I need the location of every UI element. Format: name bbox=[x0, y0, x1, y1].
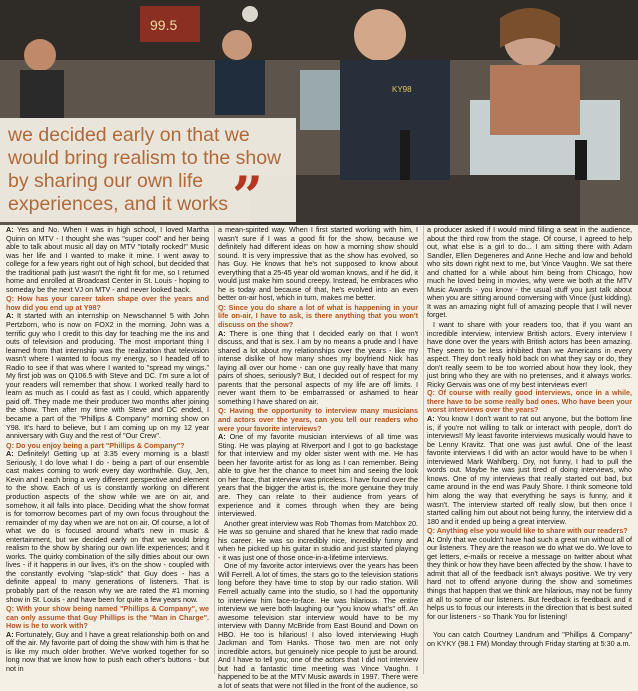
answer-text: There is one thing that I decided early on that I won't discuss, and that is sex. I am by no means a prude and I have shared a lot about my relationships over the years - like my intense dislike of how many shoes my boyfriend Nick has laying all over our home - can one guy really have that many pairs of shoes, seriously? But, I decided out of respect for my parents that the personal aspects of my life are off limits. I never want them to be embarrassed or ashamed to hear something I have shared on air. bbox=[218, 328, 418, 406]
question-text: How has your career taken shape over the years and how did you end up at Y98? bbox=[6, 294, 210, 312]
question-text: Do you enjoy being a part "Phillips & Company"? bbox=[15, 440, 185, 450]
question bbox=[427, 389, 632, 415]
article-column-1 bbox=[6, 226, 209, 676]
answer-label: A: bbox=[218, 328, 226, 338]
answer-label: A: bbox=[427, 534, 435, 544]
paragraph: Another great interview was Rob Thomas from Matchbox 20. He was so genuine and shared that he knew that radio made his career. He was so incredibly nice, incredibly funny and when he picked up his guitar in studio and just started playing - it was just one of those once-in-a-lifetime interviews. bbox=[218, 518, 418, 562]
question-label: Q: bbox=[6, 604, 14, 614]
paragraph: I want to share with your readers too, that if you want an incredible interview, interview British actors. Every interview I have done over the years with British actors has been amazing. They seem to be less inhibited than we Americans in every aspect. They don't really hold back on what they say or do, they don't really seem to be too worried about how they look, they just bring who they are with no pretenses, and it always works. Ricky Gervais was one of my best interviews ever! bbox=[427, 320, 632, 389]
question-label: Q: bbox=[427, 526, 435, 536]
answer-text: Only that we couldn't have had such a great run without all of our listeners. They are the reason we do what we do. We love to get letters, e-mails or receive a message on twitter about what they think or how they have been affected by the show. I have to admit that all of the feedback isn't always positive. We try very hard not to offend anyone during the show and sometimes things that happen that we think are hilarious, may not be funny at all to some of our listeners. But feedback is feedback and it helps us to focus our interests in the direction that is best suited for our listeners - so Thank You for listening! bbox=[427, 534, 632, 621]
answer-text: Fortunately, Guy and I have a great relationship both on and off the air. My favorite part of doing the show with him is that he is like my much older brother. We've worked together for so long now that we know how to push each other's buttons - but not in bbox=[6, 629, 210, 673]
question bbox=[218, 304, 418, 330]
answer bbox=[6, 450, 209, 604]
answer bbox=[6, 312, 209, 440]
answer-label: A: bbox=[6, 629, 14, 639]
paragraph: One of my favorite actor interviews over the years has been Will Ferrell. A lot of times, the stars go to the television stations long before they have time to stop by our radio station. Will Ferrell actually came into the studio, so I had the opportunity to interview him face-to-face. He was hilarious. The entire interview we were both laughing our "you know what's" off. An awesome television star interview would have to be my interview with Danny McBride from East Bound and Down on HBO. He too is hilarious! I also loved interviewing Hugh Jackman and Tom Hanks. Those two men are not only incredible actors, but genuinely nice people to just be around. And I have to tell you; one of the actors that I did not interview but had a fantastic time meeting was Vince Vaughn. I happened to be at the MTV Music awards in 1997. There were a lot of seats that were not filled in the front of the audience, so bbox=[218, 561, 418, 690]
answer-label: A: bbox=[6, 449, 14, 459]
answer-label: A: bbox=[427, 414, 435, 424]
paragraph: a producer asked if I would mind filling a seat in the audience, about the third row from the stage. Of course, I agreed to help out, what else is a girl to do... I am sitting there with Adam Sandler, Ellen Degeneres and Anne Heche and low and behold who sits down right next to me, but Vince Vaughn. We sat there and chatted for a while about him being from Chicago, how much he loved being in movies, why were we both at the MTV Music Awards - you know - the usual stuff you just talk about when you are sitting around conversing with Vince (just kidding). It was an amazing night full of amazing people that I will never forget. bbox=[427, 225, 632, 320]
answer bbox=[218, 330, 418, 407]
answer-label: A: bbox=[218, 432, 226, 442]
pull-quote bbox=[0, 118, 296, 228]
answer bbox=[218, 433, 418, 518]
question-label: Q: bbox=[218, 302, 226, 312]
question-text: Having the opportunity to interview many musicians and actors over the years, can you tell our readers who were your favorite interviews? bbox=[218, 406, 418, 433]
answer-text: Yes and No. When I was in high school, I loved Martha Quinn on MTV - I thought she was "super cool" and her being able to talk about music all day on MTV "totally rocked!" Music was her life and I wanted to make it mine. I went away to college for a few years right out of high school, but decided that the traditional path just wasn't the right fit for me, so I returned home and enrolled at Broadcast Center in St. Louis - hoping to someday be the next VJ on MTV - and never looked back. bbox=[6, 225, 209, 294]
answer-label: A: bbox=[6, 311, 14, 321]
article-column-3 bbox=[427, 226, 632, 676]
answer bbox=[6, 631, 209, 674]
pull-quote-text: we decided early on that we would bring realism to the show by sharing our own life experiences, and it works bbox=[8, 124, 282, 215]
paragraph: a mean-spirited way. When I first started working with him, I wasn't sure if I was a good fit for the show, because we definitely had different ideas on how a morning show should sound. It is very impressive that as the show has evolved, so has Guy. He knows that he's not supposed to know about everything that a 25-45 year old woman knows, and if he did, it would just make him sound creepy. Instead, he embraces who he is today and because of that, he's evolved into an even better on-air host, which in turn, makes me better. bbox=[218, 225, 418, 303]
article-column-2 bbox=[218, 225, 418, 690]
question-text: With your show being named "Phillips & Company", we can only assume that Guy Phillips is the "Man in Charge". How is he to work with? bbox=[6, 604, 209, 631]
answer-label: A: bbox=[6, 225, 14, 234]
question bbox=[6, 295, 209, 312]
question-label: Q: bbox=[427, 388, 435, 398]
question-label: Q: bbox=[218, 406, 226, 416]
closing-quote-mark: ” bbox=[232, 164, 264, 228]
ky98-badge: KY98 bbox=[392, 85, 412, 94]
answer bbox=[427, 415, 632, 526]
question-text: Of course with really good interviews, once in a while, there have to be some really bad ones. Who have been your worst interviews over the years? bbox=[427, 388, 632, 415]
call-to-action: You can catch Courtney Landrum and "Phillips & Company" on KYKY (98.1 FM) Monday through Friday starting at 5:30 a.m. bbox=[427, 630, 632, 648]
question-text: Since you do share a lot of what is happening in your life on-air, I have to ask, is there anything that you won't discuss on the show? bbox=[218, 302, 418, 330]
article-body bbox=[6, 225, 634, 690]
answer bbox=[427, 536, 632, 621]
answer-text: You know I don't want to rat out anyone, but the bottom line is, if you're not willing to talk or interact with people, don't do interviews!! My least favorite interviews musically would have to be Lenny Kravitz. That one was just awful. One of the least favorite interviews I did with an actor would have to be when I interviewed Mark Wahlberg. Dry, not funny, I had to pull the words out. Maybe he was just tired of doing interviews, who knows. One of my interviews that really started out bad, but came around in the end was Pauly Shore. I think someone told him along the way that everything he says is funny, and it wasn't. The interview started off really slow, but then once I started calling him out about not being funny, the interview did a 180 and it ended up being a great interview. bbox=[427, 414, 632, 526]
question-text: Anything else you would like to share with our readers? bbox=[436, 526, 628, 536]
answer-text: Definitely! Getting up at 3:35 every morning is a blast! Seriously, I do love what I do - being a part of our ensemble cast makes coming to work every day worthwhile. Guy, Jen, Kevin and I each bring a very different perspective and element to the show. Each of us is constantly working on different production aspects of the show while we are on air, and somehow, it all falls into place. Deciding what the show format is for tomorrow becomes part of my own focus throughout the remainder of my day when we are not on air. Of course, a lot of what we do is focused around what's new in music & entertainment, but we decided early on that we would bring realism to the show by sharing our own life experiences; and it works. The quirky combination of the silly ditties about our own lives - if it happens in our lives, it's on the show - coupled with the constantly evolving "slap-stick" that Guy does - has a definite appeal to many generations of listeners. That is probably part of the reason why we are rated the #1 morning show in St. Louis - and have been for quite a few years now. bbox=[6, 449, 209, 604]
question bbox=[6, 605, 209, 631]
question-label: Q: bbox=[6, 294, 14, 304]
question-label: Q: bbox=[6, 440, 14, 450]
studio-sign: 99.5 bbox=[150, 17, 178, 33]
answer-text: One of my favorite musician interviews of all time was Sting. He was playing at Riverport and I got to go backstage for that interview and my older sister went with me. He has been her favorite artist for as long as I can remember. Being able to give her the chance to meet him and seeing the look on her face, that interview was priceless. I have found over the years that the bigger the artist is, the more genuine they truly are. They can relate to their audience from years of experience and it comes through when they are being interviewed. bbox=[218, 432, 418, 519]
answer-text: It started with an internship on Newschannel 5 with John Pertzborn, who is now on FOX2 in the morning. John was a terrific guy who I credit to this day for teaching me the ins and outs of television and producing. The most important thing I learned from that internship was the realization that television wasn't where I wanted to focus my energy, so I headed off to Radio to see if that was where I wanted to "spread my wings." My first job was on Q106.5 with Steve and DC. I'm sure a lot of your readers will remember that show. I worked really hard to learn as much as I could as fast as I could, which apparently paid off. They made me their producer two months after joining the show. Then after my time with Steve and DC ended, I became a part of the "Phillips & Company" morning show on Y98. It's hard to believe, but I am coming up on my 12 year anniversary with Guy and the rest of "Our Crew". bbox=[6, 311, 210, 441]
question bbox=[218, 407, 418, 433]
answer bbox=[6, 226, 209, 294]
